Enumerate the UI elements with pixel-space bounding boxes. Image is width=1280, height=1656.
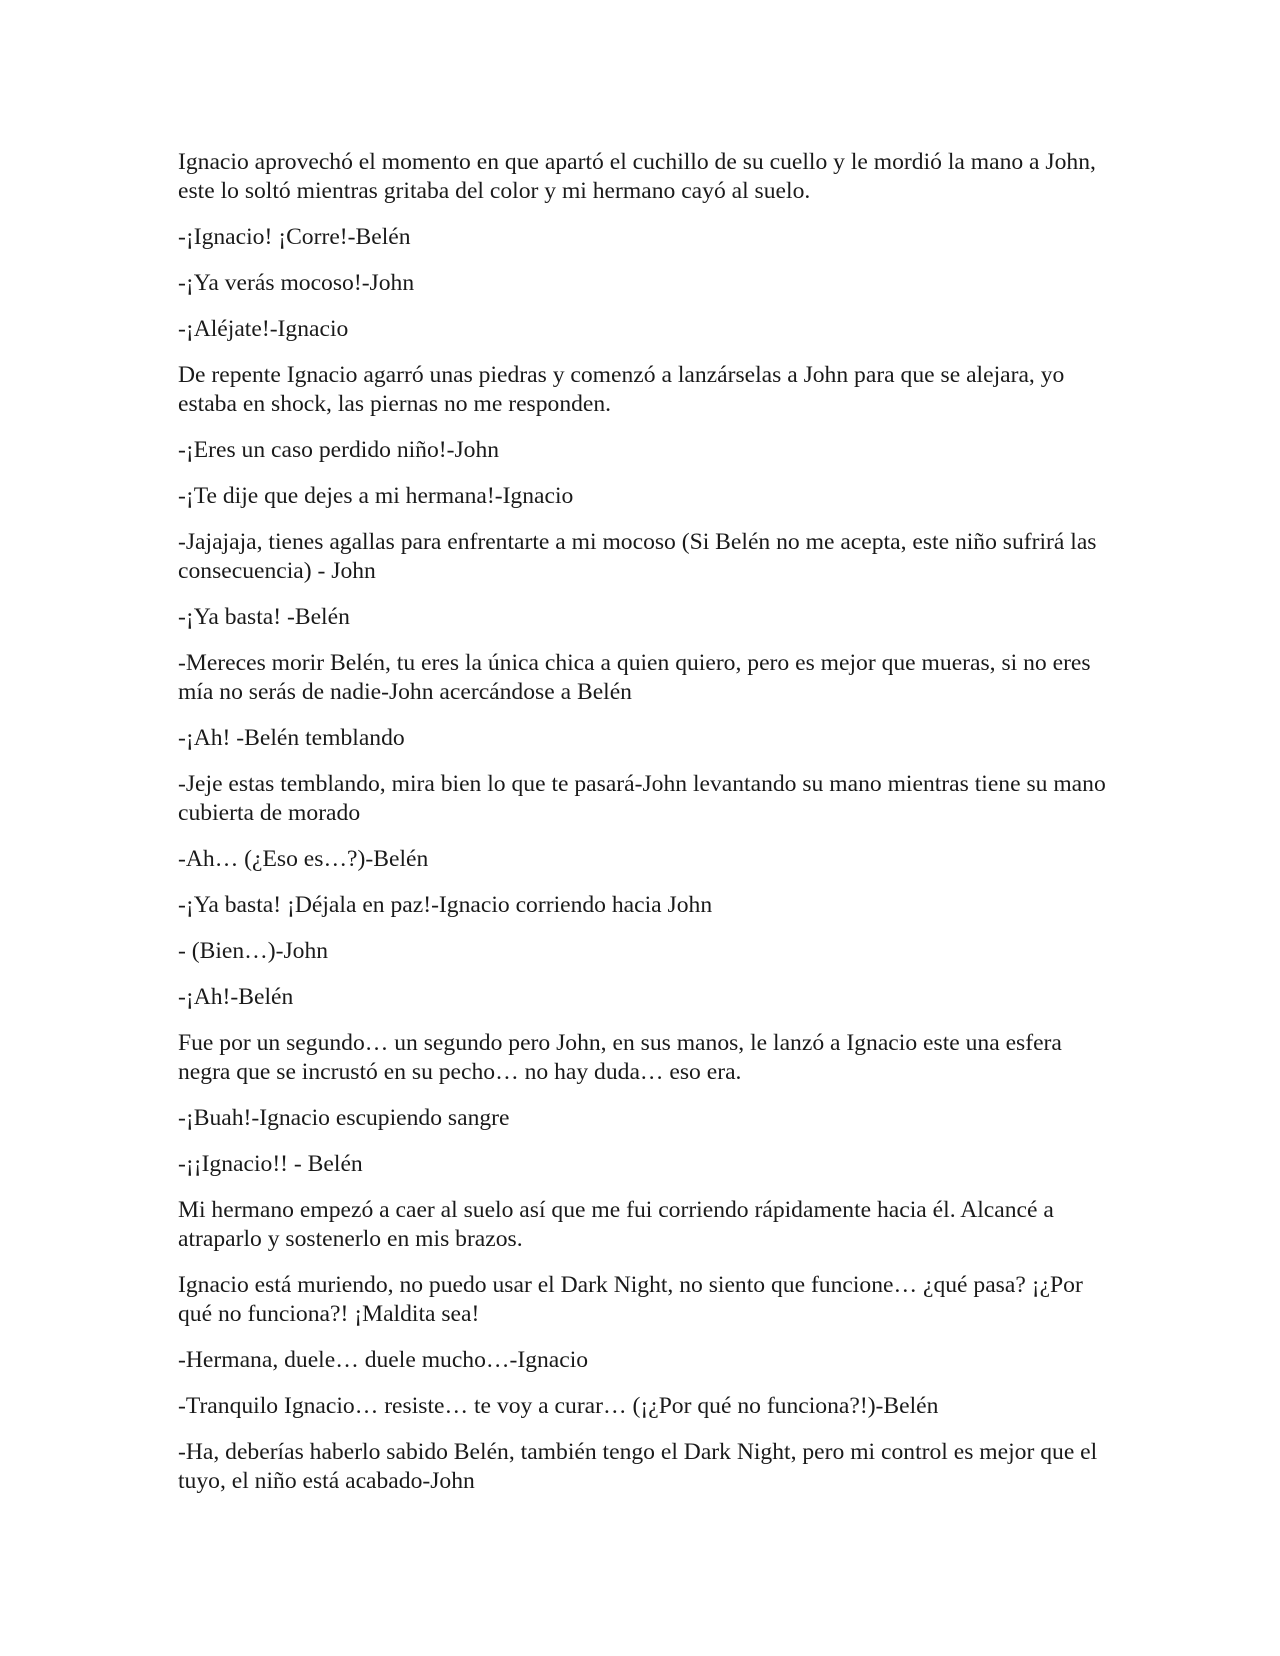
dialogue-line: -¡Ah!-Belén bbox=[178, 984, 294, 1010]
dialogue-line: -Jajajaja, tienes agallas para enfrentarte a mi mocoso (Si Belén no me acepta, este niño sufrirá las consecuencia) - John bbox=[178, 529, 1097, 584]
dialogue-line: -¡Ya verás mocoso!-John bbox=[178, 270, 415, 296]
narration-paragraph: Mi hermano empezó a caer al suelo así que me fui corriendo rápidamente hacia él. Alcancé a atraparlo y sostenerlo en mis brazos. bbox=[178, 1197, 1054, 1252]
dialogue-line: -¡Eres un caso perdido niño!-John bbox=[178, 437, 500, 463]
dialogue-line: -¡Buah!-Ignacio escupiendo sangre bbox=[178, 1105, 510, 1131]
dialogue-line: - (Bien…)-John bbox=[178, 938, 329, 964]
narration-paragraph: De repente Ignacio agarró unas piedras y comenzó a lanzárselas a John para que se alejara, yo estaba en shock, las piernas no me responden. bbox=[178, 362, 1065, 417]
dialogue-line: -Hermana, duele… duele mucho…-Ignacio bbox=[178, 1347, 589, 1373]
dialogue-line: -¡Ignacio! ¡Corre!-Belén bbox=[178, 224, 411, 250]
dialogue-line: -Jeje estas temblando, mira bien lo que te pasará-John levantando su mano mientras tiene su mano cubierta de morado bbox=[178, 771, 1106, 826]
dialogue-line: -Tranquilo Ignacio… resiste… te voy a curar… (¡¿Por qué no funciona?!)-Belén bbox=[178, 1393, 939, 1419]
narration-paragraph: Ignacio aprovechó el momento en que apartó el cuchillo de su cuello y le mordió la mano a John, este lo soltó mientras gritaba del color y mi hermano cayó al suelo. bbox=[178, 149, 1096, 204]
dialogue-line: -¡Aléjate!-Ignacio bbox=[178, 316, 349, 342]
dialogue-line: -¡Ya basta! ¡Déjala en paz!-Ignacio corriendo hacia John bbox=[178, 892, 713, 918]
dialogue-line: -¡Te dije que dejes a mi hermana!-Ignacio bbox=[178, 483, 574, 509]
dialogue-line: -Ha, deberías haberlo sabido Belén, también tengo el Dark Night, pero mi control es mejor que el tuyo, el niño está acabado-John bbox=[178, 1439, 1098, 1494]
dialogue-line: -¡Ya basta! -Belén bbox=[178, 604, 350, 630]
narration-paragraph: Fue por un segundo… un segundo pero John, en sus manos, le lanzó a Ignacio este una esfera negra que se incrustó en su pecho… no hay duda… eso era. bbox=[178, 1030, 1062, 1085]
dialogue-line: -¡Ah! -Belén temblando bbox=[178, 725, 405, 751]
narration-paragraph: Ignacio está muriendo, no puedo usar el Dark Night, no siento que funcione… ¿qué pasa? ¡¿Por qué no funciona?! ¡Maldita sea! bbox=[178, 1272, 1083, 1327]
document-body bbox=[178, 148, 1108, 1513]
dialogue-line: -Mereces morir Belén, tu eres la única chica a quien quiero, pero es mejor que mueras, si no eres mía no serás de nadie-John acercándose a Belén bbox=[178, 650, 1091, 705]
dialogue-line: -¡¡Ignacio!! - Belén bbox=[178, 1151, 363, 1177]
dialogue-line: -Ah… (¿Eso es…?)-Belén bbox=[178, 846, 429, 872]
